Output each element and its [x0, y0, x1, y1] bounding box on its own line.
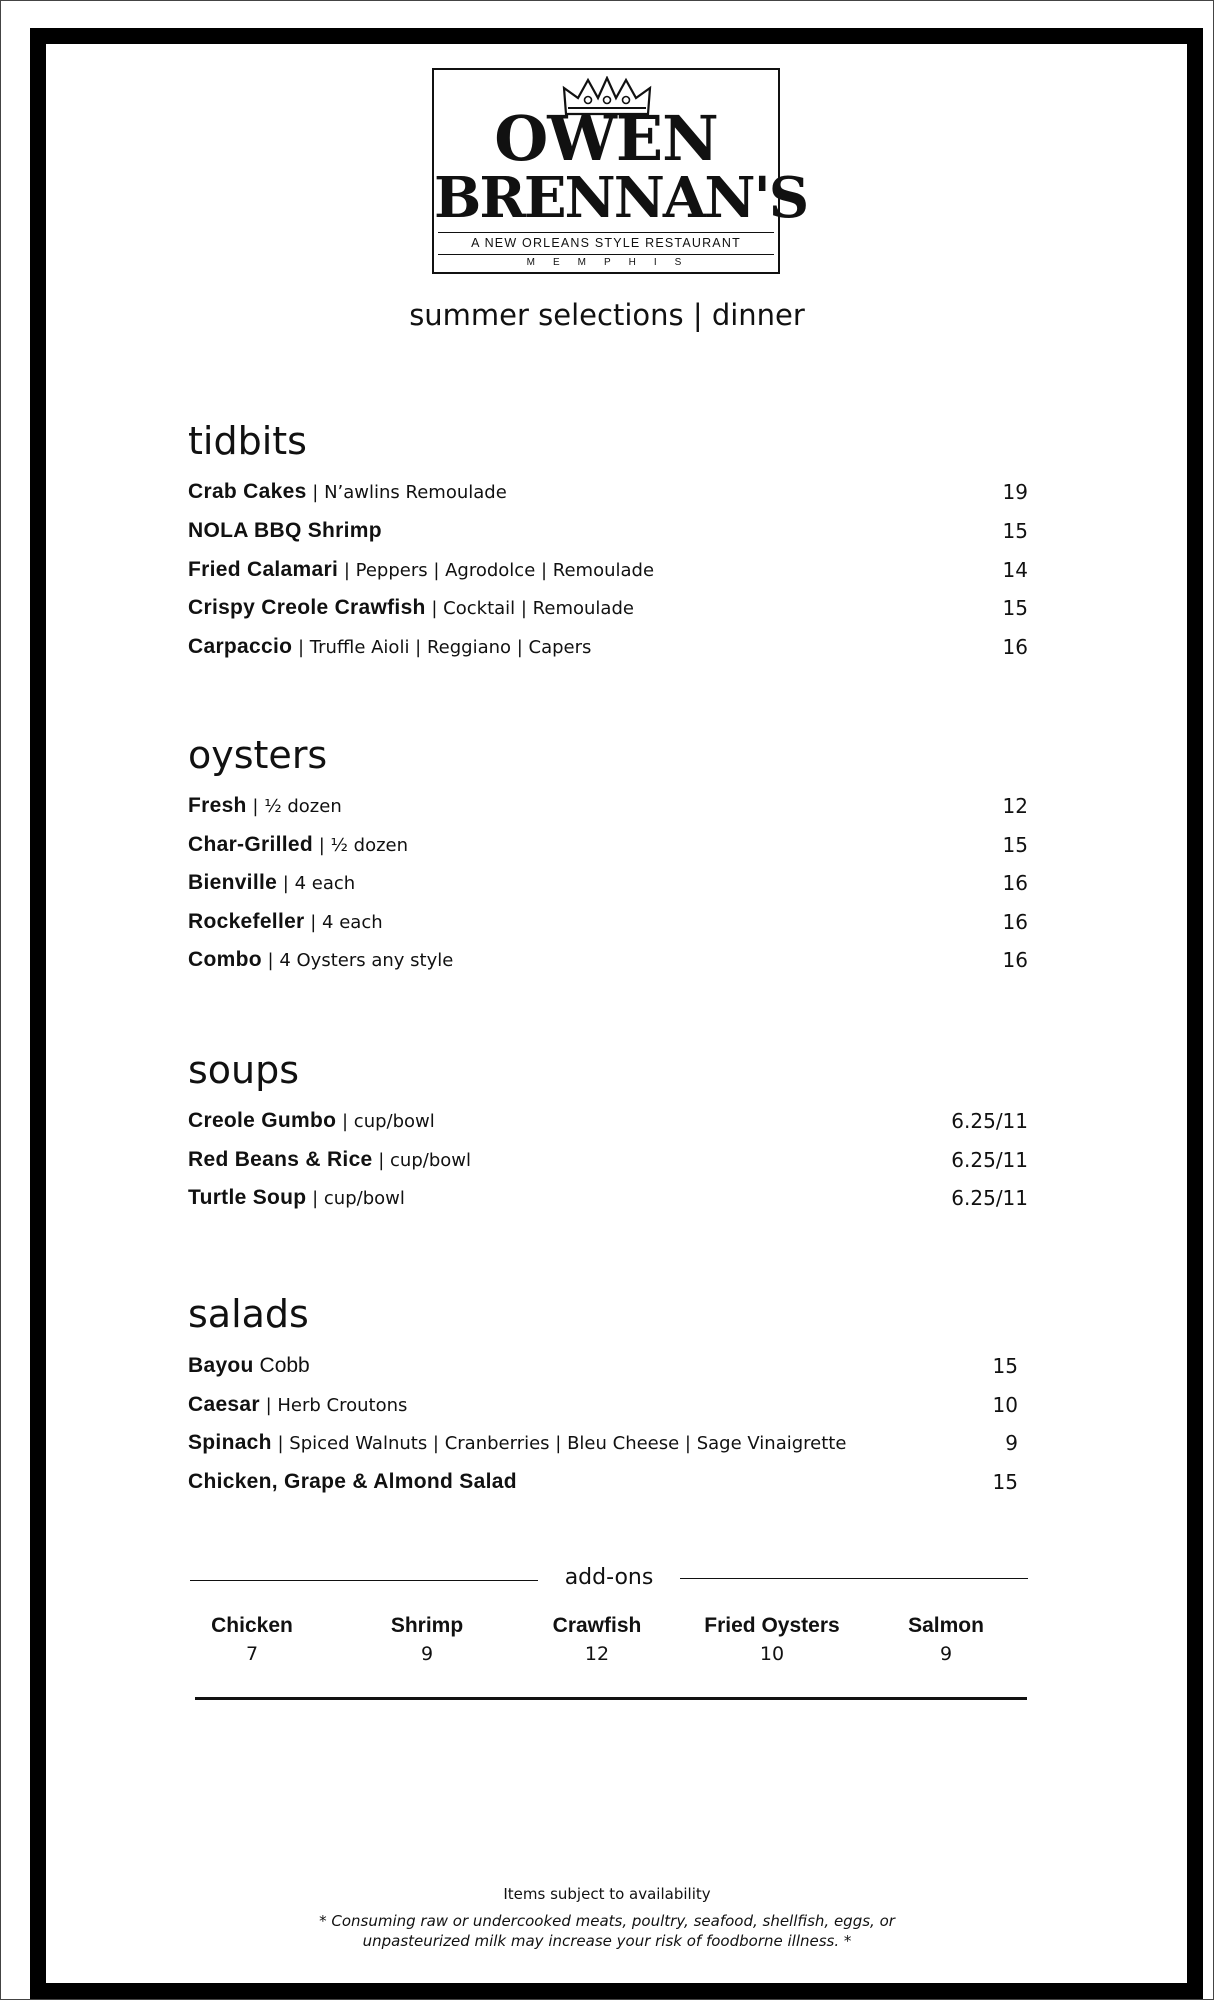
menu-item	[188, 477, 1028, 507]
addon-price: 12	[584, 1643, 610, 1665]
item-description: | 4 Oysters any style	[261, 950, 454, 971]
item-name: Bayou	[188, 1354, 254, 1377]
menu-item	[188, 1351, 1018, 1381]
item-name: Carpaccio	[188, 635, 293, 658]
item-price: 15	[1002, 519, 1028, 543]
addons-divider-left	[190, 1580, 538, 1581]
addon-item	[856, 1612, 1036, 1668]
logo-name-line1: OWEN	[494, 102, 718, 175]
addon-name: Shrimp	[390, 1614, 464, 1637]
addons-title: add-ons	[564, 1565, 654, 1590]
logo-divider	[438, 254, 774, 255]
item-name: Chicken, Grape & Almond Salad	[188, 1470, 517, 1493]
section-title-salads: salads	[188, 1292, 309, 1336]
item-name: Creole Gumbo	[188, 1109, 337, 1132]
menu-item	[188, 1145, 1028, 1175]
item-description: | Peppers | Agrodolce | Remoulade	[338, 560, 655, 581]
item-description: | 4 each	[277, 873, 356, 894]
menu-item	[188, 516, 1028, 546]
item-description: | Spiced Walnuts | Cranberries | Bleu Cheese | Sage Vinaigrette	[271, 1433, 847, 1454]
addons-bottom-divider	[195, 1697, 1027, 1700]
item-description: | Cocktail | Remoulade	[425, 598, 634, 619]
food-safety-warning-text: * Consuming raw or undercooked meats, poultry, seafood, shellfish, eggs, or unpasteurized milk may increase your risk of foodborne illness. *	[319, 1912, 895, 1950]
menu-item	[188, 1428, 1018, 1458]
logo-divider	[438, 232, 774, 233]
item-name: Red Beans & Rice	[188, 1148, 373, 1171]
item-price: 12	[1002, 794, 1028, 818]
addon-price: 10	[759, 1643, 785, 1665]
item-name: Fresh	[188, 794, 247, 817]
item-price: 16	[1002, 871, 1028, 895]
item-price: 15	[1002, 596, 1028, 620]
item-name: Crab Cakes	[188, 480, 307, 503]
restaurant-logo	[432, 68, 808, 274]
item-price: 16	[1002, 910, 1028, 934]
addon-price: 9	[420, 1643, 434, 1665]
menu-subtitle: summer selections | dinner	[409, 298, 805, 332]
menu-item	[188, 1106, 1028, 1136]
section-title-oysters: oysters	[188, 733, 328, 777]
item-description: | cup/bowl	[372, 1150, 471, 1171]
addons-divider-right	[680, 1578, 1028, 1579]
item-description: | ½ dozen	[312, 835, 409, 856]
availability-note: Items subject to availability	[503, 1885, 711, 1903]
item-description: | ½ dozen	[246, 796, 342, 817]
item-price: 9	[1005, 1431, 1018, 1455]
item-description: | Truffle Aioli | Reggiano | Capers	[292, 637, 592, 658]
menu-item	[188, 593, 1028, 623]
menu-item	[188, 945, 1028, 975]
item-name: Rockefeller	[188, 910, 305, 933]
item-name: Char-Grilled	[188, 833, 313, 856]
addon-item	[507, 1612, 687, 1668]
addon-name: Chicken	[211, 1614, 293, 1637]
logo-name-line2: BRENNAN'S	[434, 165, 808, 231]
item-price: 6.25/11	[951, 1148, 1028, 1172]
item-name: Spinach	[188, 1431, 272, 1454]
addon-item	[162, 1612, 342, 1668]
item-description: | cup/bowl	[306, 1188, 405, 1209]
addon-price: 9	[939, 1643, 953, 1665]
item-price: 10	[992, 1393, 1018, 1417]
menu-item	[188, 555, 1028, 585]
item-name: Crispy Creole Crawfish	[188, 596, 426, 619]
section-title-tidbits: tidbits	[188, 419, 307, 463]
item-price: 15	[1002, 833, 1028, 857]
menu-item	[188, 907, 1028, 937]
addon-item	[337, 1612, 517, 1668]
item-description: | Herb Croutons	[259, 1395, 408, 1416]
addon-item	[682, 1612, 862, 1668]
menu-item	[188, 632, 1028, 662]
food-safety-warning	[0, 1911, 1214, 1951]
item-name-suffix: Cobb	[253, 1354, 310, 1377]
menu-item	[188, 791, 1028, 821]
menu-item	[188, 1467, 1018, 1497]
item-name: Bienville	[188, 871, 278, 894]
item-price: 6.25/11	[951, 1109, 1028, 1133]
item-description: | cup/bowl	[336, 1111, 435, 1132]
item-name: Fried Calamari	[188, 558, 339, 581]
menu-item	[188, 1390, 1018, 1420]
item-price: 16	[1002, 948, 1028, 972]
menu-item	[188, 830, 1028, 860]
item-name: Combo	[188, 948, 262, 971]
item-name: NOLA BBQ Shrimp	[188, 519, 382, 542]
item-price: 16	[1002, 635, 1028, 659]
item-price: 15	[992, 1470, 1018, 1494]
item-description: | N’awlins Remoulade	[306, 482, 507, 503]
addon-price: 7	[245, 1643, 259, 1665]
item-name: Caesar	[188, 1393, 260, 1416]
menu-item	[188, 868, 1028, 898]
section-title-soups: soups	[188, 1048, 300, 1092]
logo-city: MEMPHIS	[526, 257, 700, 268]
addon-name: Fried Oysters	[704, 1614, 840, 1637]
addon-name: Salmon	[908, 1614, 984, 1637]
menu-item	[188, 1183, 1028, 1213]
item-price: 19	[1002, 480, 1028, 504]
item-price: 14	[1002, 558, 1028, 582]
addon-name: Crawfish	[552, 1614, 642, 1637]
item-price: 6.25/11	[951, 1186, 1028, 1210]
logo-tagline: A NEW ORLEANS STYLE RESTAURANT	[471, 236, 741, 250]
item-description: | 4 each	[304, 912, 383, 933]
item-price: 15	[992, 1354, 1018, 1378]
item-name: Turtle Soup	[188, 1186, 307, 1209]
